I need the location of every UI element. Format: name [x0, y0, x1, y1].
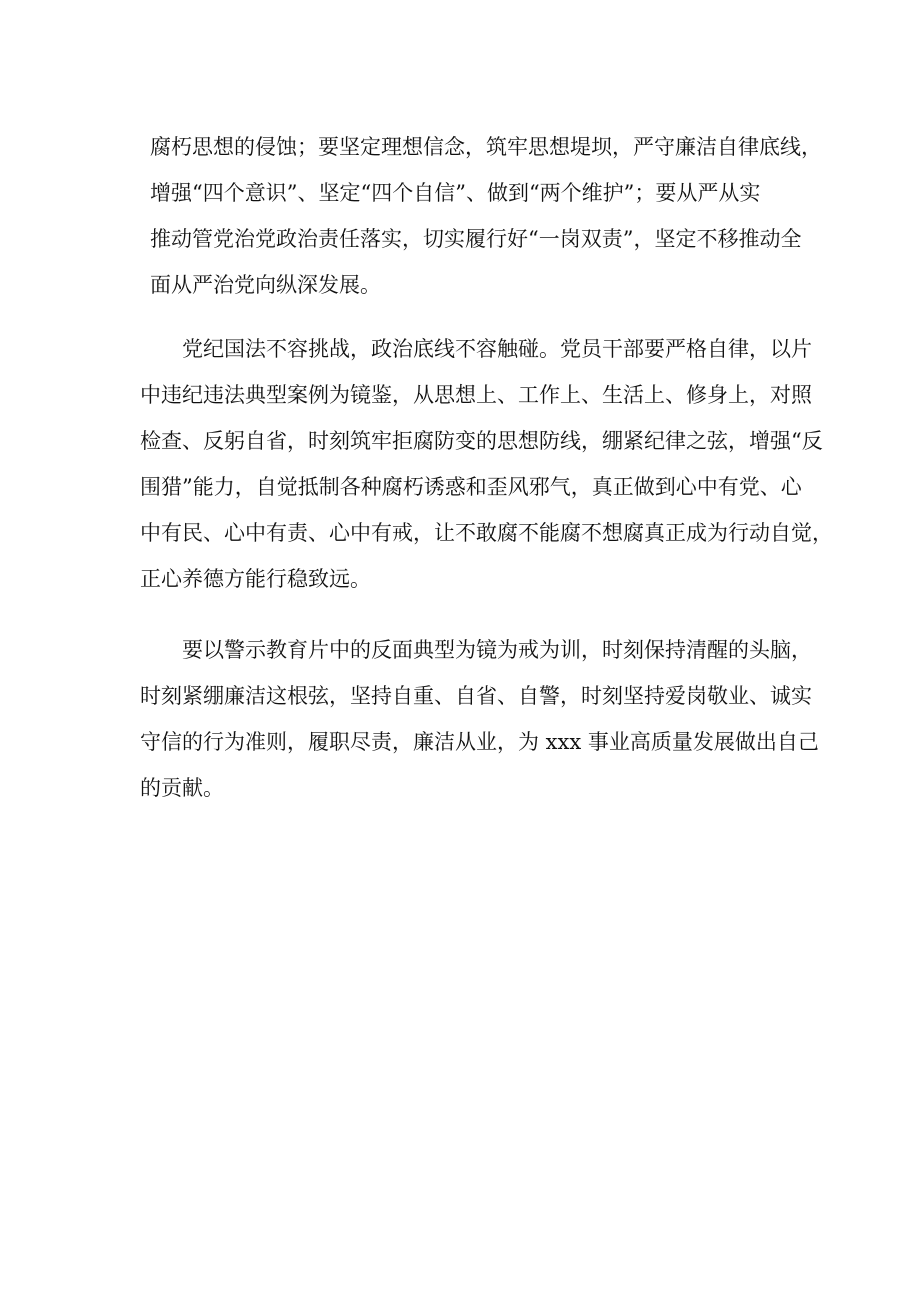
paragraph-line: 正心养德方能行稳致远。 [140, 567, 371, 591]
paragraph-line: 的贡献。 [140, 776, 224, 800]
paragraph-line: 守信的行为准则，履职尽责，廉洁从业，为 xxx 事业高质量发展做出自己 [140, 730, 819, 754]
paragraph-3 [140, 627, 819, 811]
paragraph-line: 增强“四个意识”、坚定“四个自信”、做到“两个维护”；要从严从实 [150, 181, 761, 205]
paragraph-line: 检查、反躬自省，时刻筑牢拒腐防变的思想防线，绷紧纪律之弦，增强“反 [140, 429, 823, 453]
paragraph-line: 时刻紧绷廉洁这根弦，坚持自重、自省、自警，时刻坚持爱岗敬业、诚实 [140, 684, 812, 708]
paragraph-2 [140, 326, 833, 602]
paragraph-line: 党纪国法不容挑战，政治底线不容触碰。党员干部要严格自律，以片 [182, 337, 812, 361]
paragraph-line: 推动管党治党政治责任落实，切实履行好“一岗双责”，坚定不移推动全 [150, 227, 802, 251]
paragraph-line: 要以警示教育片中的反面典型为镜为戒为训，时刻保持清醒的头脑， [182, 638, 812, 662]
paragraph-1 [140, 124, 822, 308]
paragraph-line: 面从严治党向纵深发展。 [150, 273, 381, 297]
paragraph-line: 中有民、心中有责、心中有戒，让不敢腐不能腐不想腐真正成为行动自觉， [140, 521, 833, 545]
paragraph-line: 腐朽思想的侵蚀；要坚定理想信念，筑牢思想堤坝，严守廉洁自律底线， [150, 135, 822, 159]
paragraph-line: 围猎”能力，自觉抵制各种腐朽诱惑和歪风邪气，真正做到心中有党、心 [140, 475, 802, 499]
paragraph-line: 中违纪违法典型案例为镜鉴，从思想上、工作上、生活上、修身上，对照 [140, 383, 812, 407]
